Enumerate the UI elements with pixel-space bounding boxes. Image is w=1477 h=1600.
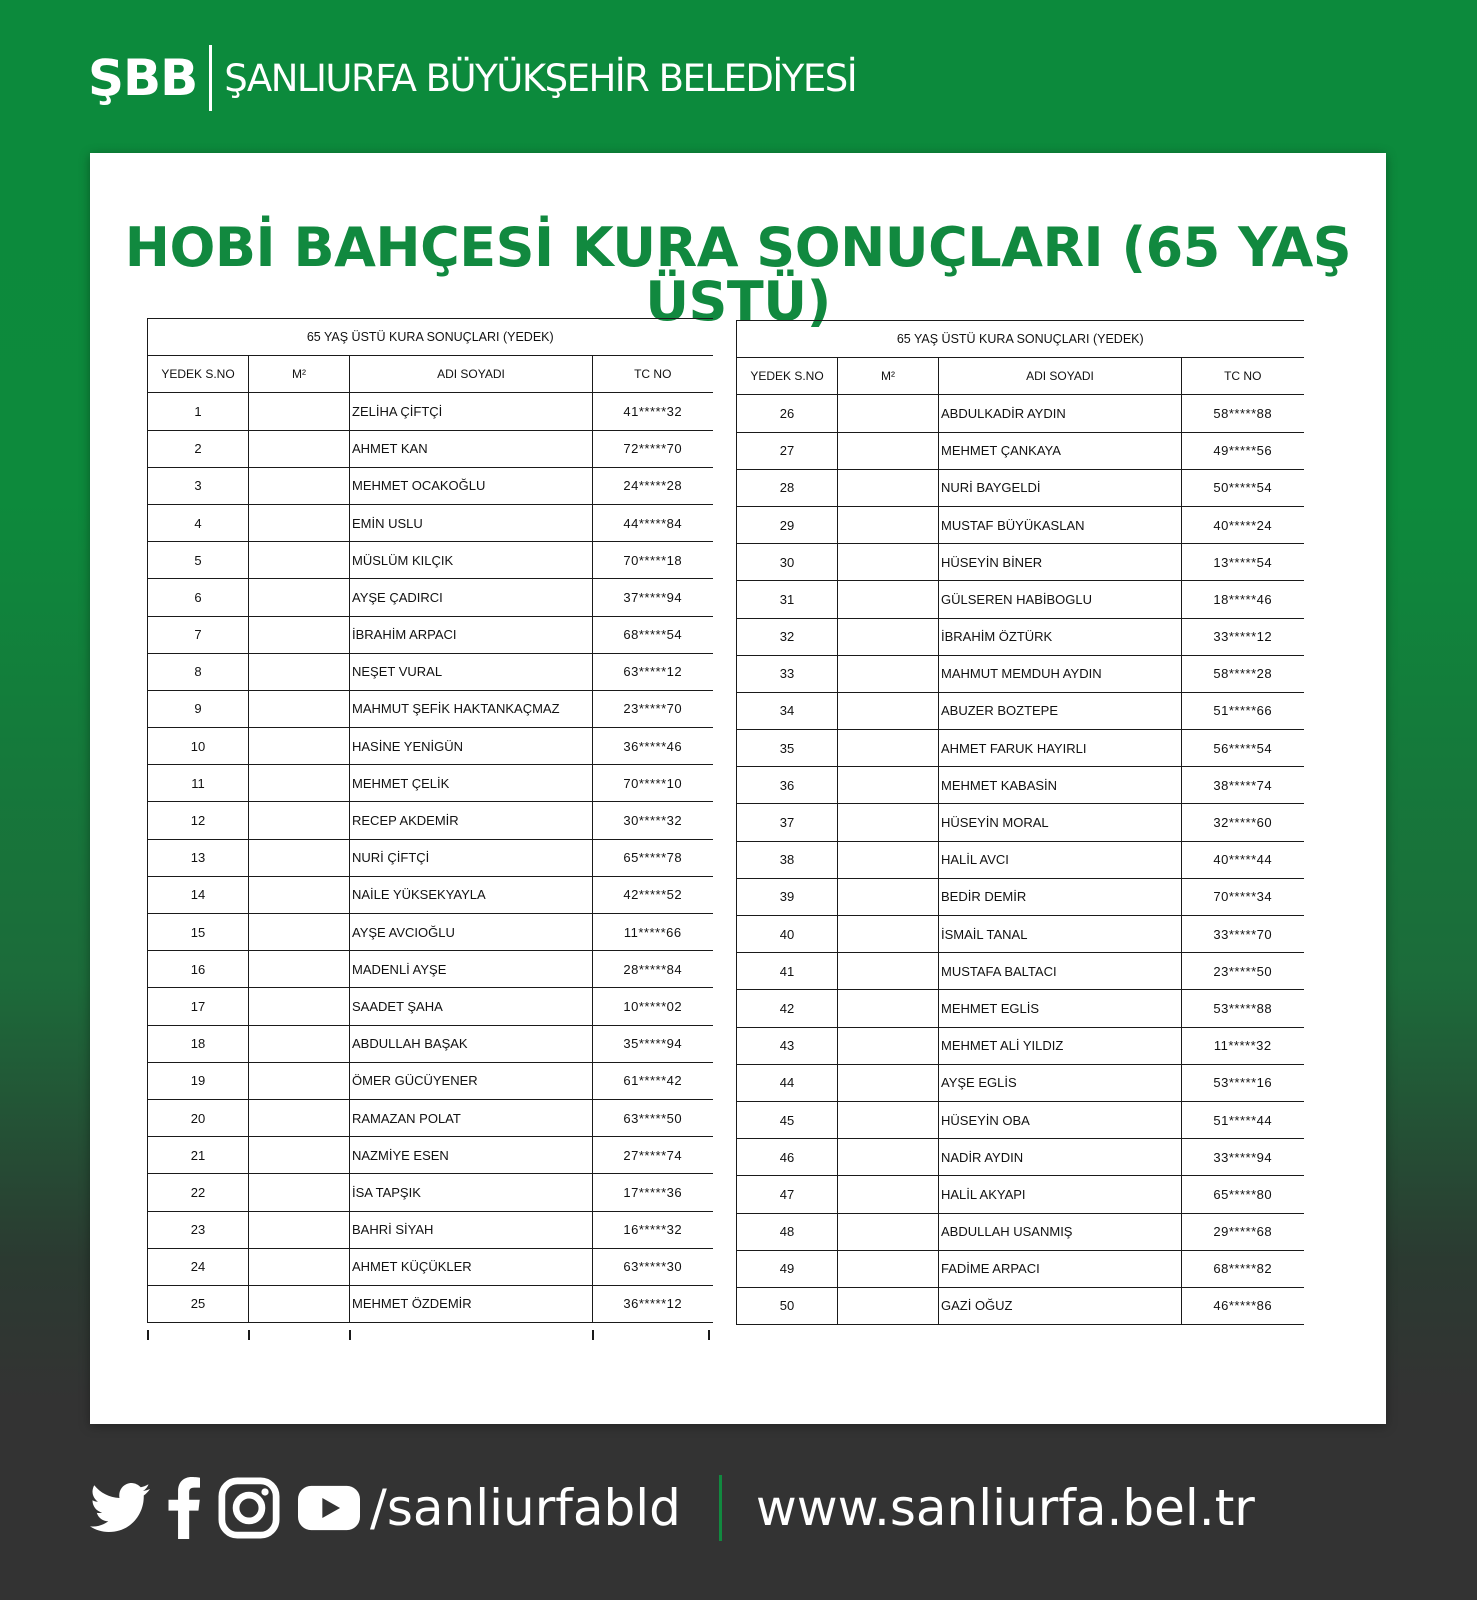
row-name: MEHMET ÖZDEMİR	[350, 1285, 593, 1322]
row-m2	[249, 1062, 350, 1099]
table-row	[737, 432, 1304, 469]
row-number: 37	[737, 804, 838, 841]
row-m2	[249, 653, 350, 690]
row-tc-no: 17*****36	[593, 1174, 713, 1211]
instagram-icon[interactable]	[218, 1477, 280, 1539]
col-header-tc: TC NO	[593, 356, 713, 393]
row-name: NEŞET VURAL	[350, 653, 593, 690]
row-tc-no: 32*****60	[1182, 804, 1304, 841]
row-tc-no: 18*****46	[1182, 581, 1304, 618]
row-tc-no: 65*****78	[593, 839, 713, 876]
row-number: 7	[148, 616, 249, 653]
table-rule	[349, 1330, 351, 1340]
row-m2	[838, 581, 939, 618]
table-row	[737, 581, 1304, 618]
row-number: 38	[737, 841, 838, 878]
table-row	[737, 1027, 1304, 1064]
row-number: 50	[737, 1287, 838, 1324]
row-m2	[249, 393, 350, 430]
row-m2	[249, 951, 350, 988]
row-tc-no: 51*****66	[1182, 692, 1304, 729]
row-tc-no: 70*****18	[593, 542, 713, 579]
table-row	[148, 988, 713, 1025]
footer	[90, 1468, 1255, 1548]
table-row	[148, 1174, 713, 1211]
col-header-m2: M²	[249, 356, 350, 393]
col-header-name: ADI SOYADI	[350, 356, 593, 393]
row-m2	[249, 876, 350, 913]
row-tc-no: 63*****50	[593, 1099, 713, 1136]
row-m2	[249, 765, 350, 802]
table-row	[148, 765, 713, 802]
table-row	[148, 690, 713, 727]
table-row	[737, 953, 1304, 990]
row-name: AHMET KÜÇÜKLER	[350, 1248, 593, 1285]
row-m2	[838, 655, 939, 692]
table-row	[148, 1025, 713, 1062]
table-row	[737, 916, 1304, 953]
table-row	[737, 841, 1304, 878]
row-number: 21	[148, 1137, 249, 1174]
row-name: ABDULKADİR AYDIN	[939, 395, 1182, 432]
row-m2	[249, 542, 350, 579]
row-tc-no: 42*****52	[593, 876, 713, 913]
row-m2	[838, 878, 939, 915]
row-name: İBRAHİM ARPACI	[350, 616, 593, 653]
row-m2	[249, 988, 350, 1025]
row-name: İSMAİL TANAL	[939, 916, 1182, 953]
table-row	[148, 876, 713, 913]
row-tc-no: 58*****88	[1182, 395, 1304, 432]
row-tc-no: 35*****94	[593, 1025, 713, 1062]
table-row	[148, 542, 713, 579]
row-tc-no: 40*****44	[1182, 841, 1304, 878]
row-number: 25	[148, 1285, 249, 1322]
row-name: MAHMUT ŞEFİK HAKTANKAÇMAZ	[350, 690, 593, 727]
row-number: 13	[148, 839, 249, 876]
row-tc-no: 37*****94	[593, 579, 713, 616]
row-name: MUSTAF BÜYÜKASLAN	[939, 506, 1182, 543]
row-m2	[249, 690, 350, 727]
table-row	[148, 1248, 713, 1285]
row-name: HALİL AVCI	[939, 841, 1182, 878]
row-name: NAİLE YÜKSEKYAYLA	[350, 876, 593, 913]
row-tc-no: 58*****28	[1182, 655, 1304, 692]
row-name: MEHMET EGLİS	[939, 990, 1182, 1027]
row-number: 30	[737, 544, 838, 581]
row-tc-no: 49*****56	[1182, 432, 1304, 469]
row-m2	[838, 1027, 939, 1064]
table-row	[148, 467, 713, 504]
row-number: 43	[737, 1027, 838, 1064]
row-m2	[838, 1101, 939, 1138]
table-row	[148, 951, 713, 988]
row-m2	[838, 767, 939, 804]
row-name: AHMET FARUK HAYIRLI	[939, 730, 1182, 767]
footer-divider	[719, 1475, 722, 1541]
row-name: MÜSLÜM KILÇIK	[350, 542, 593, 579]
row-number: 24	[148, 1248, 249, 1285]
row-name: MADENLİ AYŞE	[350, 951, 593, 988]
row-tc-no: 11*****66	[593, 914, 713, 951]
row-name: MUSTAFA BALTACI	[939, 953, 1182, 990]
table-row	[737, 767, 1304, 804]
row-m2	[249, 802, 350, 839]
row-tc-no: 33*****12	[1182, 618, 1304, 655]
row-number: 33	[737, 655, 838, 692]
table-row	[148, 1099, 713, 1136]
row-name: BEDİR DEMİR	[939, 878, 1182, 915]
row-tc-no: 40*****24	[1182, 506, 1304, 543]
row-tc-no: 53*****16	[1182, 1064, 1304, 1101]
row-m2	[249, 728, 350, 765]
row-name: NURİ BAYGELDİ	[939, 469, 1182, 506]
table-caption: 65 YAŞ ÜSTÜ KURA SONUÇLARI (YEDEK)	[737, 321, 1304, 358]
table-row	[737, 1213, 1304, 1250]
row-number: 23	[148, 1211, 249, 1248]
row-number: 1	[148, 393, 249, 430]
row-tc-no: 13*****54	[1182, 544, 1304, 581]
row-m2	[838, 1213, 939, 1250]
row-number: 9	[148, 690, 249, 727]
row-name: MEHMET KABASİN	[939, 767, 1182, 804]
row-name: NAZMİYE ESEN	[350, 1137, 593, 1174]
row-m2	[249, 1248, 350, 1285]
row-m2	[838, 469, 939, 506]
row-tc-no: 51*****44	[1182, 1101, 1304, 1138]
row-tc-no: 33*****70	[1182, 916, 1304, 953]
row-tc-no: 72*****70	[593, 430, 713, 467]
row-m2	[838, 953, 939, 990]
facebook-icon[interactable]	[168, 1477, 200, 1539]
website-link[interactable]: www.sanliurfa.bel.tr	[755, 1479, 1255, 1537]
table-row	[148, 579, 713, 616]
row-name: MEHMET OCAKOĞLU	[350, 467, 593, 504]
row-tc-no: 56*****54	[1182, 730, 1304, 767]
table-row	[737, 692, 1304, 729]
row-tc-no: 23*****50	[1182, 953, 1304, 990]
row-tc-no: 16*****32	[593, 1211, 713, 1248]
col-header-sno: YEDEK S.NO	[737, 358, 838, 395]
social-handle[interactable]: /sanliurfabld	[370, 1479, 681, 1537]
table-row	[148, 430, 713, 467]
row-name: HASİNE YENİGÜN	[350, 728, 593, 765]
table-row	[148, 504, 713, 541]
table-row	[148, 1285, 713, 1322]
row-m2	[249, 467, 350, 504]
row-m2	[249, 914, 350, 951]
row-name: AYŞE AVCIOĞLU	[350, 914, 593, 951]
row-number: 12	[148, 802, 249, 839]
header-divider	[209, 45, 212, 111]
row-name: RAMAZAN POLAT	[350, 1099, 593, 1136]
table-row	[737, 544, 1304, 581]
row-number: 6	[148, 579, 249, 616]
row-number: 19	[148, 1062, 249, 1099]
table-row	[148, 1062, 713, 1099]
row-m2	[838, 916, 939, 953]
row-name: NURİ ÇİFTÇİ	[350, 839, 593, 876]
row-number: 22	[148, 1174, 249, 1211]
table-row	[737, 655, 1304, 692]
table-caption: 65 YAŞ ÜSTÜ KURA SONUÇLARI (YEDEK)	[148, 319, 713, 356]
row-number: 40	[737, 916, 838, 953]
row-m2	[249, 1025, 350, 1062]
row-name: İBRAHİM ÖZTÜRK	[939, 618, 1182, 655]
row-name: HÜSEYİN MORAL	[939, 804, 1182, 841]
row-m2	[838, 432, 939, 469]
row-tc-no: 29*****68	[1182, 1213, 1304, 1250]
org-name: ŞANLIURFA BÜYÜKŞEHİR BELEDİYESİ	[224, 56, 857, 100]
table-row	[148, 1211, 713, 1248]
row-m2	[838, 1176, 939, 1213]
row-tc-no: 11*****32	[1182, 1027, 1304, 1064]
table-rule	[147, 1330, 149, 1340]
row-m2	[249, 1285, 350, 1322]
row-name: HÜSEYİN BİNER	[939, 544, 1182, 581]
row-m2	[838, 990, 939, 1027]
table-row	[737, 1287, 1304, 1324]
row-name: NADİR AYDIN	[939, 1139, 1182, 1176]
row-tc-no: 68*****82	[1182, 1250, 1304, 1287]
table-row	[737, 804, 1304, 841]
row-m2	[838, 618, 939, 655]
col-header-name: ADI SOYADI	[939, 358, 1182, 395]
row-tc-no: 28*****84	[593, 951, 713, 988]
table-row	[737, 1101, 1304, 1138]
row-tc-no: 30*****32	[593, 802, 713, 839]
row-m2	[249, 1137, 350, 1174]
table-row	[737, 395, 1304, 432]
table-row	[737, 469, 1304, 506]
row-number: 3	[148, 467, 249, 504]
row-number: 48	[737, 1213, 838, 1250]
row-name: ABDULLAH BAŞAK	[350, 1025, 593, 1062]
row-tc-no: 38*****74	[1182, 767, 1304, 804]
row-number: 28	[737, 469, 838, 506]
row-name: AYŞE ÇADIRCI	[350, 579, 593, 616]
row-name: SAADET ŞAHA	[350, 988, 593, 1025]
row-number: 36	[737, 767, 838, 804]
row-m2	[838, 692, 939, 729]
results-table-right	[736, 320, 1304, 1325]
col-header-tc: TC NO	[1182, 358, 1304, 395]
row-m2	[838, 1139, 939, 1176]
table-row	[737, 1250, 1304, 1287]
table-row	[148, 839, 713, 876]
row-number: 31	[737, 581, 838, 618]
row-number: 18	[148, 1025, 249, 1062]
row-name: MEHMET ÇELİK	[350, 765, 593, 802]
row-name: ABUZER BOZTEPE	[939, 692, 1182, 729]
table-row	[148, 728, 713, 765]
row-number: 45	[737, 1101, 838, 1138]
row-name: MEHMET ÇANKAYA	[939, 432, 1182, 469]
row-tc-no: 24*****28	[593, 467, 713, 504]
row-number: 46	[737, 1139, 838, 1176]
row-number: 16	[148, 951, 249, 988]
row-number: 4	[148, 504, 249, 541]
table-row	[148, 1137, 713, 1174]
row-name: ZELİHA ÇİFTÇİ	[350, 393, 593, 430]
row-number: 10	[148, 728, 249, 765]
results-table-left	[147, 318, 713, 1323]
row-number: 20	[148, 1099, 249, 1136]
table-row	[737, 506, 1304, 543]
row-m2	[249, 504, 350, 541]
youtube-icon[interactable]	[298, 1485, 360, 1531]
row-tc-no: 50*****54	[1182, 469, 1304, 506]
row-m2	[838, 841, 939, 878]
row-name: İSA TAPŞIK	[350, 1174, 593, 1211]
row-name: MEHMET ALİ YILDIZ	[939, 1027, 1182, 1064]
row-number: 14	[148, 876, 249, 913]
row-m2	[249, 1099, 350, 1136]
row-name: RECEP AKDEMİR	[350, 802, 593, 839]
row-name: HALİL AKYAPI	[939, 1176, 1182, 1213]
row-m2	[249, 430, 350, 467]
table-row	[148, 616, 713, 653]
row-number: 5	[148, 542, 249, 579]
table-row	[148, 653, 713, 690]
row-m2	[838, 1250, 939, 1287]
row-tc-no: 53*****88	[1182, 990, 1304, 1027]
row-tc-no: 41*****32	[593, 393, 713, 430]
table-row	[737, 990, 1304, 1027]
row-name: BAHRİ SİYAH	[350, 1211, 593, 1248]
col-header-m2: M²	[838, 358, 939, 395]
row-m2	[249, 579, 350, 616]
table-rule	[248, 1330, 250, 1340]
row-m2	[838, 506, 939, 543]
row-number: 42	[737, 990, 838, 1027]
row-number: 35	[737, 730, 838, 767]
row-m2	[249, 1174, 350, 1211]
row-number: 44	[737, 1064, 838, 1101]
table-row	[737, 730, 1304, 767]
row-number: 41	[737, 953, 838, 990]
row-number: 29	[737, 506, 838, 543]
table-rule	[592, 1330, 594, 1340]
row-name: MAHMUT MEMDUH AYDIN	[939, 655, 1182, 692]
row-tc-no: 44*****84	[593, 504, 713, 541]
table-row	[737, 1064, 1304, 1101]
row-name: GAZİ OĞUZ	[939, 1287, 1182, 1324]
row-number: 39	[737, 878, 838, 915]
row-number: 2	[148, 430, 249, 467]
row-name: ABDULLAH USANMIŞ	[939, 1213, 1182, 1250]
row-m2	[249, 839, 350, 876]
row-name: FADİME ARPACI	[939, 1250, 1182, 1287]
row-name: EMİN USLU	[350, 504, 593, 541]
row-m2	[838, 804, 939, 841]
table-rule	[708, 1330, 710, 1340]
table-row	[148, 802, 713, 839]
col-header-sno: YEDEK S.NO	[148, 356, 249, 393]
row-m2	[838, 1064, 939, 1101]
row-number: 8	[148, 653, 249, 690]
row-name: GÜLSEREN HABİBOGLU	[939, 581, 1182, 618]
row-number: 34	[737, 692, 838, 729]
row-number: 26	[737, 395, 838, 432]
row-tc-no: 23*****70	[593, 690, 713, 727]
row-number: 47	[737, 1176, 838, 1213]
row-tc-no: 63*****30	[593, 1248, 713, 1285]
row-name: AYŞE EGLİS	[939, 1064, 1182, 1101]
row-name: HÜSEYİN OBA	[939, 1101, 1182, 1138]
row-number: 11	[148, 765, 249, 802]
row-name: AHMET KAN	[350, 430, 593, 467]
row-tc-no: 63*****12	[593, 653, 713, 690]
row-tc-no: 65*****80	[1182, 1176, 1304, 1213]
row-m2	[249, 1211, 350, 1248]
row-m2	[838, 544, 939, 581]
row-m2	[838, 395, 939, 432]
row-name: ÖMER GÜCÜYENER	[350, 1062, 593, 1099]
row-number: 17	[148, 988, 249, 1025]
row-tc-no: 70*****34	[1182, 878, 1304, 915]
twitter-icon[interactable]	[90, 1482, 150, 1534]
sbb-logo: ŞBB	[88, 49, 198, 107]
table-row	[737, 618, 1304, 655]
row-tc-no: 46*****86	[1182, 1287, 1304, 1324]
row-tc-no: 61*****42	[593, 1062, 713, 1099]
table-row	[737, 1139, 1304, 1176]
row-tc-no: 70*****10	[593, 765, 713, 802]
table-row	[148, 393, 713, 430]
table-row	[737, 1176, 1304, 1213]
row-tc-no: 27*****74	[593, 1137, 713, 1174]
header	[88, 44, 856, 112]
row-number: 32	[737, 618, 838, 655]
row-number: 15	[148, 914, 249, 951]
row-tc-no: 36*****46	[593, 728, 713, 765]
row-number: 27	[737, 432, 838, 469]
table-row	[737, 878, 1304, 915]
row-m2	[249, 616, 350, 653]
row-tc-no: 33*****94	[1182, 1139, 1304, 1176]
row-tc-no: 36*****12	[593, 1285, 713, 1322]
results-card	[90, 153, 1386, 1424]
table-row	[148, 914, 713, 951]
row-m2	[838, 1287, 939, 1324]
row-m2	[838, 730, 939, 767]
row-number: 49	[737, 1250, 838, 1287]
row-tc-no: 10*****02	[593, 988, 713, 1025]
page-title: HOBİ BAHÇESİ KURA SONUÇLARI (65 YAŞ ÜSTÜ)	[124, 216, 1352, 333]
row-tc-no: 68*****54	[593, 616, 713, 653]
